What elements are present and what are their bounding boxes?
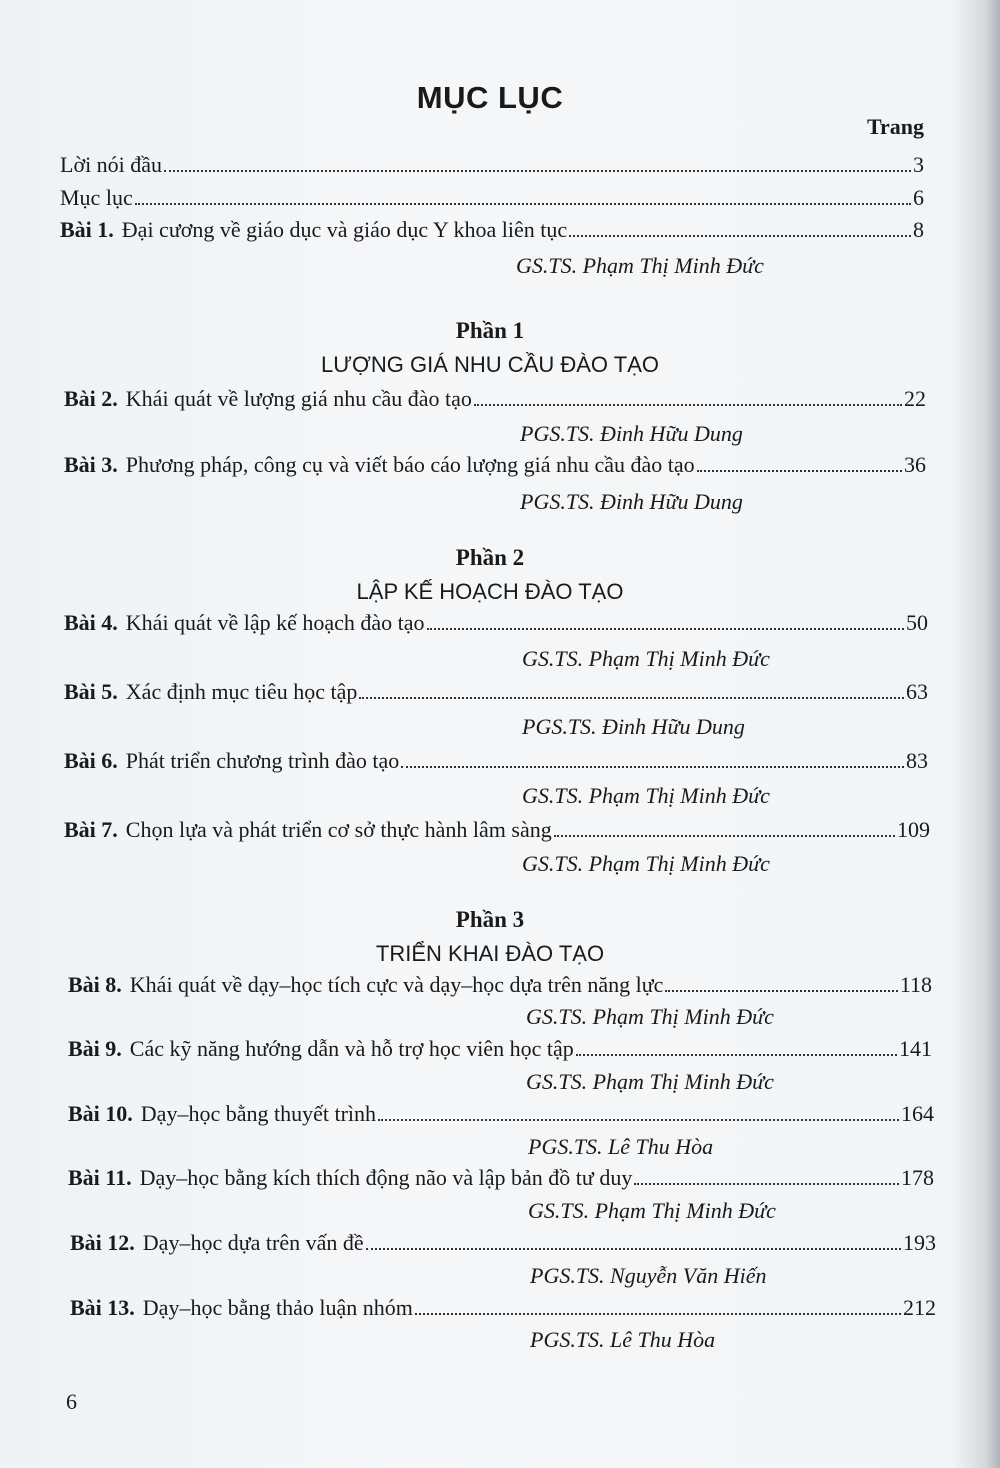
dot-leader <box>554 834 895 837</box>
lesson-author: GS.TS. Phạm Thị Minh Đức <box>522 646 770 671</box>
dot-leader <box>378 1118 899 1121</box>
entry-page: 3 <box>913 152 924 177</box>
lesson-author: PGS.TS. Nguyễn Văn Hiến <box>530 1263 767 1288</box>
dot-leader <box>135 202 911 205</box>
lesson-label: Bài 5. <box>64 679 118 704</box>
dot-leader <box>164 169 911 172</box>
page-edge-shadow <box>952 0 1000 1468</box>
lesson-author: GS.TS. Phạm Thị Minh Đức <box>526 1004 774 1029</box>
lesson-label: Bài 1. <box>60 217 114 242</box>
entry-title: Dạy–học bằng kích thích động não và lập bản đồ tư duy <box>139 1165 633 1190</box>
lesson-label: Bài 7. <box>64 817 118 842</box>
dot-leader <box>427 627 904 630</box>
lesson-author: PGS.TS. Lê Thu Hòa <box>528 1134 714 1159</box>
lesson-author: PGS.TS. Đinh Hữu Dung <box>520 489 743 514</box>
lesson-label: Bài 6. <box>64 748 118 773</box>
toc-entry-contents <box>60 185 924 211</box>
entry-page: 63 <box>906 679 928 704</box>
dot-leader <box>474 403 902 406</box>
toc-entry-lesson-6 <box>64 748 928 774</box>
lesson-label: Bài 2. <box>64 386 118 411</box>
entry-title: Khái quát về lập kế hoạch đào tạo <box>125 610 425 635</box>
lesson-author: GS.TS. Phạm Thị Minh Đức <box>526 1069 774 1094</box>
entry-title: Khái quát về dạy–học tích cực và dạy–học dựa trên năng lực <box>129 972 664 997</box>
toc-entry-lesson-12 <box>70 1230 936 1256</box>
toc-entry-lesson-9 <box>68 1036 932 1062</box>
entry-title: Chọn lựa và phát triển cơ sở thực hành lâm sàng <box>125 817 552 842</box>
entry-title: Dạy–học bằng thảo luận nhóm <box>142 1295 413 1320</box>
entry-title: Đại cương về giáo dục và giáo dục Y khoa liên tục <box>121 217 568 242</box>
part-heading: Phần 1 <box>455 318 525 343</box>
part-name: LƯỢNG GIÁ NHU CẦU ĐÀO TẠO <box>321 352 659 377</box>
toc-entry-lesson-3 <box>64 452 926 478</box>
lesson-author: GS.TS. Phạm Thị Minh Đức <box>516 253 764 278</box>
lesson-author: GS.TS. Phạm Thị Minh Đức <box>522 851 770 876</box>
entry-page: 83 <box>906 748 928 773</box>
entry-title: Xác định mục tiêu học tập <box>125 679 358 704</box>
toc-entry-lesson-5 <box>64 679 928 705</box>
entry-title: Các kỹ năng hướng dẫn và hỗ trợ học viên học tập <box>129 1036 574 1061</box>
entry-title: Dạy–học bằng thuyết trình <box>140 1101 377 1126</box>
entry-page: 212 <box>903 1295 936 1320</box>
dot-leader <box>569 234 911 237</box>
entry-title: Mục lục <box>60 185 133 210</box>
dot-leader <box>697 469 902 472</box>
entry-page: 36 <box>904 452 926 477</box>
part-heading: Phần 3 <box>455 907 525 932</box>
dot-leader <box>634 1182 899 1185</box>
lesson-label: Bài 4. <box>64 610 118 635</box>
entry-title: Phát triển chương trình đào tạo <box>125 748 400 773</box>
toc-entry-lesson-13 <box>70 1295 936 1321</box>
toc-entry-lesson-11 <box>68 1165 934 1191</box>
lesson-author: PGS.TS. Đinh Hữu Dung <box>520 421 743 446</box>
lesson-label: Bài 12. <box>70 1230 135 1255</box>
toc-entry-lesson-8 <box>68 972 932 998</box>
entry-page: 109 <box>897 817 930 842</box>
toc-entry-lesson-10 <box>68 1101 934 1127</box>
toc-entry-lesson-7 <box>64 817 930 843</box>
entry-page: 193 <box>903 1230 936 1255</box>
lesson-author: GS.TS. Phạm Thị Minh Đức <box>522 783 770 808</box>
entry-page: 164 <box>901 1101 934 1126</box>
dot-leader <box>401 765 904 768</box>
entry-page: 141 <box>899 1036 932 1061</box>
entry-title: Phương pháp, công cụ và viết báo cáo lượng giá nhu cầu đào tạo <box>125 452 695 477</box>
entry-title: Khái quát về lượng giá nhu cầu đào tạo <box>125 386 472 411</box>
toc-entry-lesson-2 <box>64 386 926 412</box>
toc-entry-lesson-1 <box>60 217 924 243</box>
dot-leader <box>359 696 904 699</box>
lesson-label: Bài 9. <box>68 1036 122 1061</box>
entry-title: Dạy–học dựa trên vấn đề <box>142 1230 364 1255</box>
dot-leader <box>576 1053 897 1056</box>
part-name: TRIỂN KHAI ĐÀO TẠO <box>375 941 605 966</box>
toc-entry-lesson-4 <box>64 610 928 636</box>
lesson-label: Bài 13. <box>70 1295 135 1320</box>
entry-page: 50 <box>906 610 928 635</box>
dot-leader <box>665 989 897 992</box>
entry-title: Lời nói đầu <box>60 152 163 177</box>
entry-page: 6 <box>913 185 924 210</box>
lesson-author: PGS.TS. Lê Thu Hòa <box>530 1327 716 1352</box>
part-heading: Phần 2 <box>455 545 525 570</box>
page-title: MỤC LỤC <box>416 80 564 115</box>
dot-leader <box>366 1247 901 1250</box>
part-name: LẬP KẾ HOẠCH ĐÀO TẠO <box>356 579 624 604</box>
lesson-label: Bài 8. <box>68 972 122 997</box>
page-number: 6 <box>66 1389 77 1414</box>
lesson-label: Bài 11. <box>68 1165 132 1190</box>
entry-page: 22 <box>904 386 926 411</box>
lesson-author: GS.TS. Phạm Thị Minh Đức <box>528 1198 776 1223</box>
entry-page: 178 <box>901 1165 934 1190</box>
toc-entry-preface <box>60 152 924 178</box>
dot-leader <box>415 1312 901 1315</box>
entry-page: 118 <box>899 972 932 997</box>
lesson-label: Bài 10. <box>68 1101 133 1126</box>
lesson-label: Bài 3. <box>64 452 118 477</box>
page-column-header: Trang <box>866 114 924 139</box>
entry-page: 8 <box>913 217 924 242</box>
lesson-author: PGS.TS. Đinh Hữu Dung <box>522 714 745 739</box>
